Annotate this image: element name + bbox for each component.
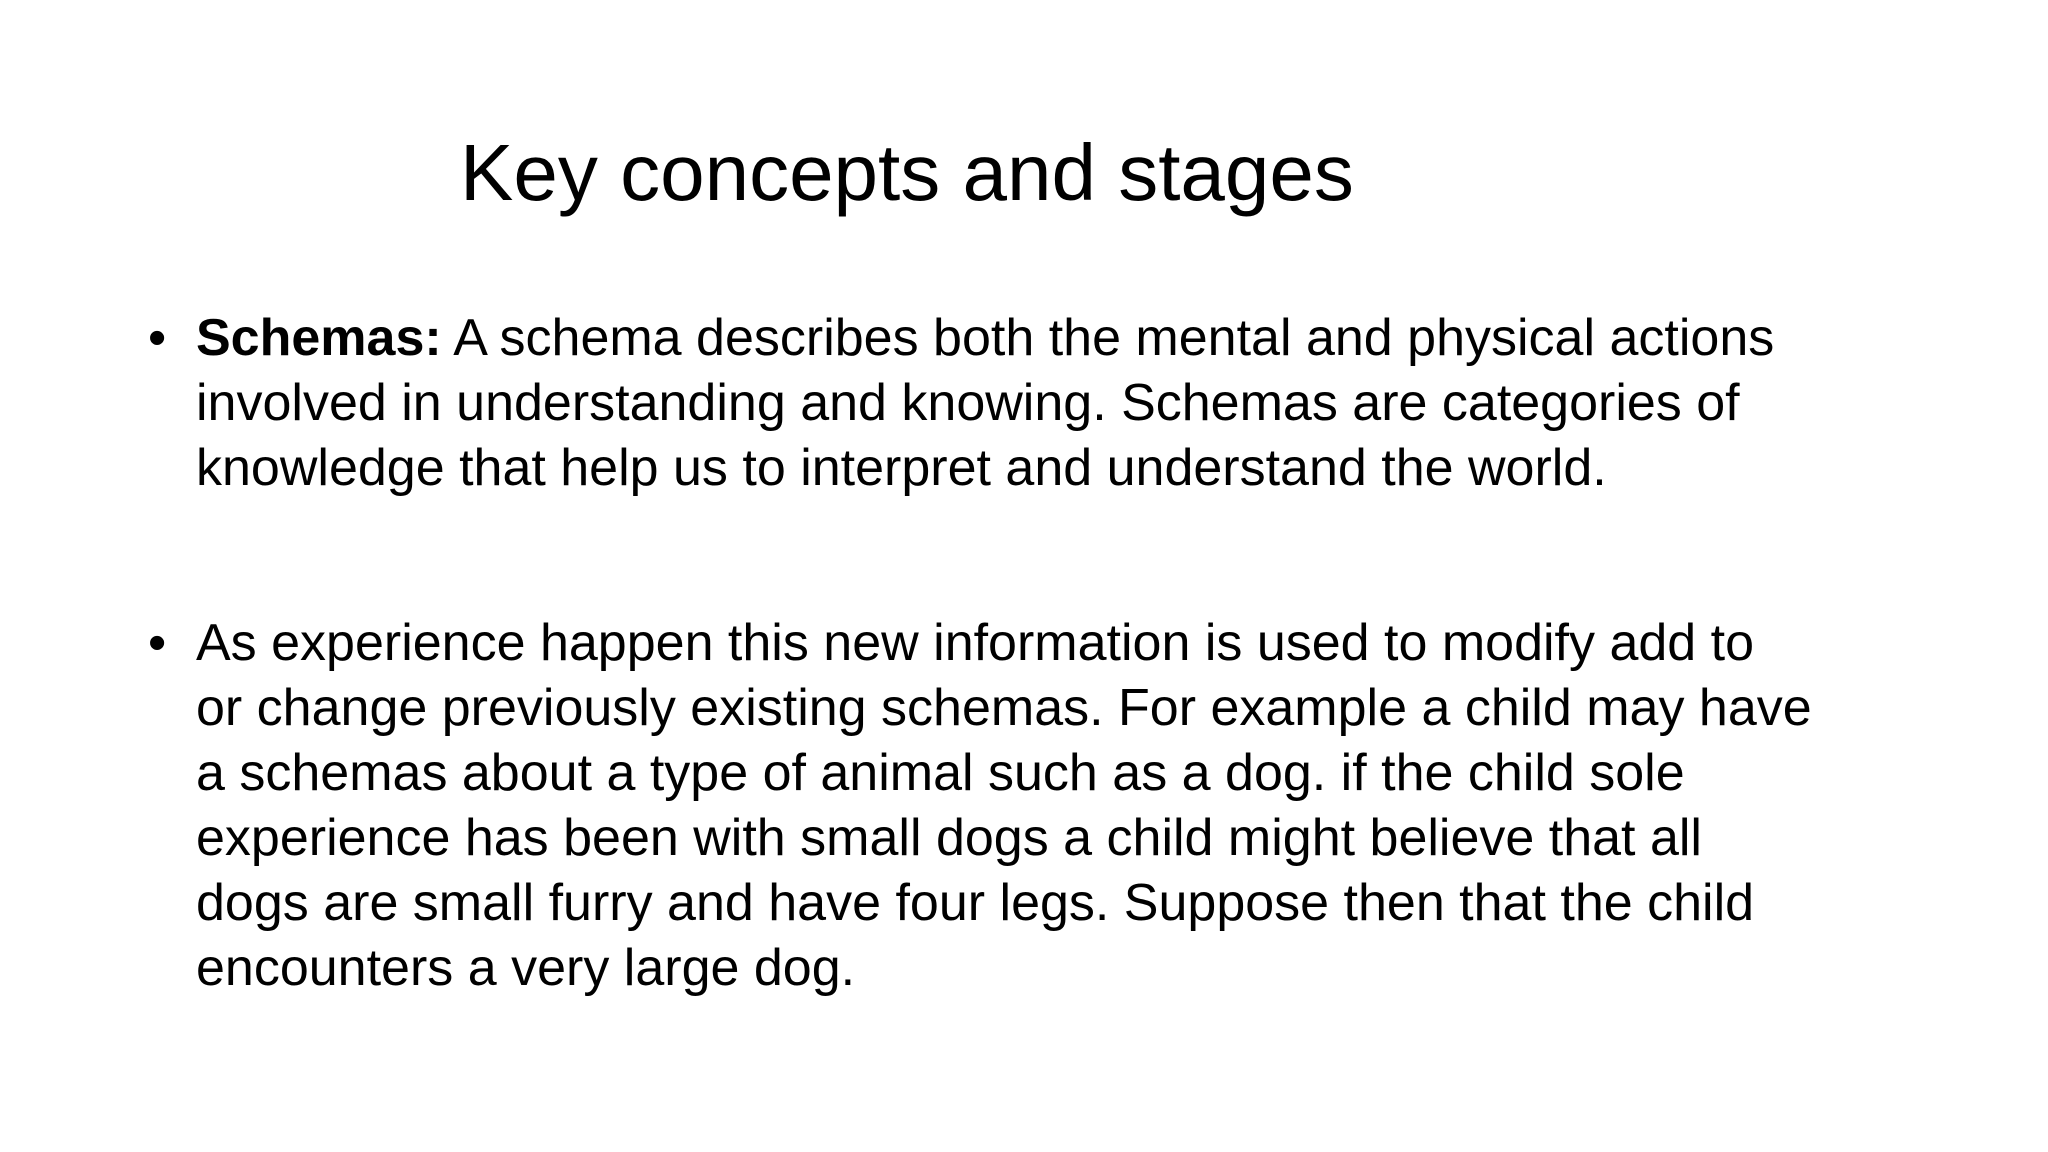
bullet-line: encounters a very large dog. xyxy=(196,939,856,997)
bullet-schemas xyxy=(148,306,1908,501)
bullet-dot-icon: • xyxy=(148,309,167,367)
bullet-line xyxy=(196,306,1908,371)
bullet-line: As experience happen this new information is used to modify add to xyxy=(196,614,1755,672)
bullet-line: dogs are small furry and have four legs. Suppose then that the child xyxy=(196,874,1755,932)
bullet-line: or change previously existing schemas. For example a child may have xyxy=(196,679,1812,737)
bullet-experience xyxy=(148,611,1908,1001)
bullet-line: a schemas about a type of animal such as a dog. if the child sole xyxy=(196,744,1685,802)
bullet-dot-icon: • xyxy=(148,614,167,672)
bullet-list xyxy=(148,306,1908,1001)
slide-title: Key concepts and stages xyxy=(460,128,1354,217)
bullet-line: experience has been with small dogs a child might believe that all xyxy=(196,809,1702,867)
bullet-line: knowledge that help us to interpret and understand the world. xyxy=(196,439,1607,497)
bullet-line: involved in understanding and knowing. Schemas are categories of xyxy=(196,374,1740,432)
bullet-text: A schema describes both the mental and physical actions xyxy=(441,309,1775,367)
bullet-term: Schemas: xyxy=(196,309,442,367)
